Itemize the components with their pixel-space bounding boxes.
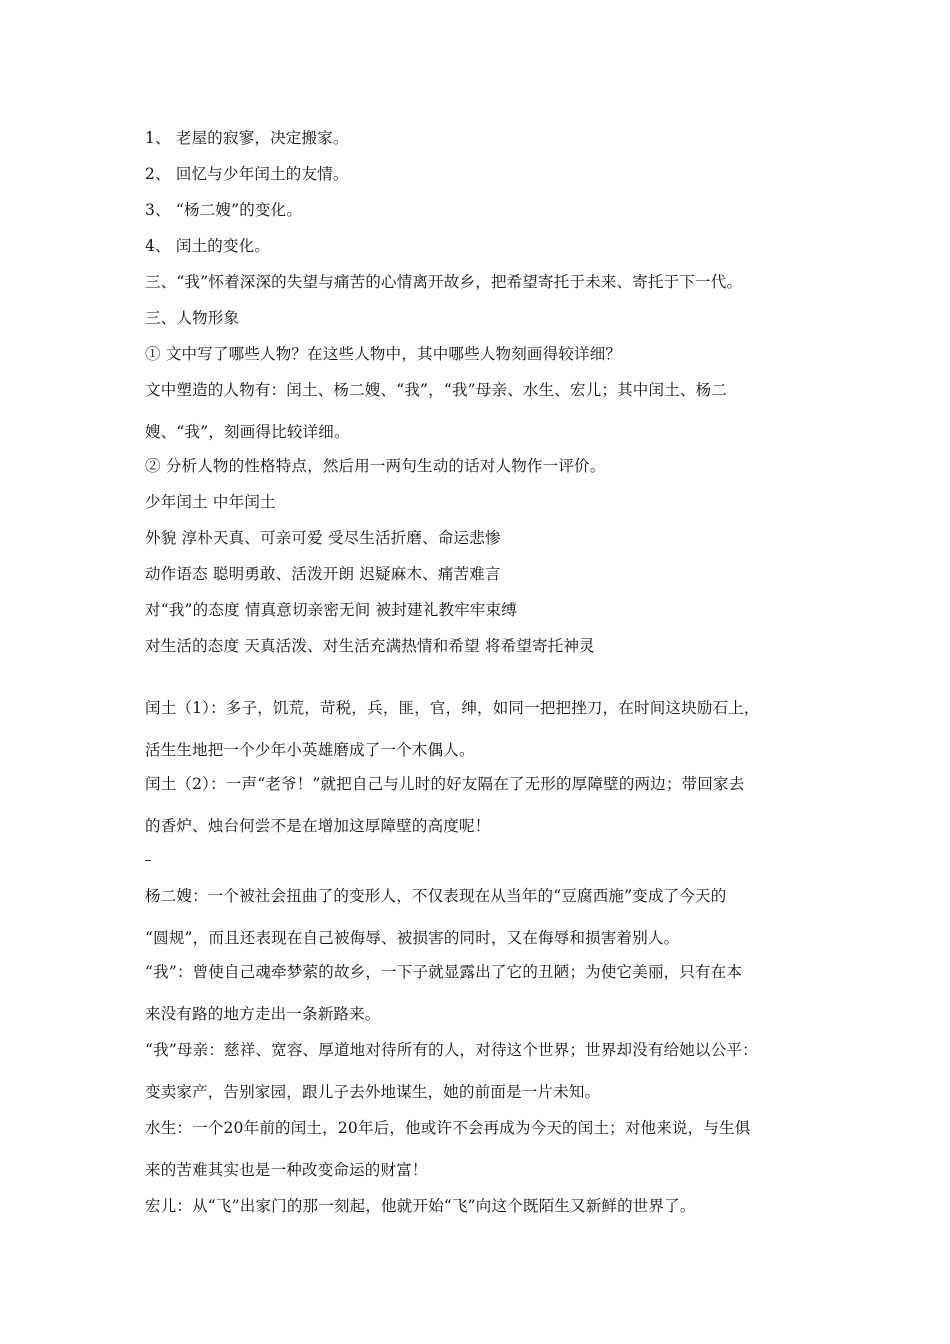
shuisheng-line-1: 水生：一个20年前的闰土，20年后，他或许不会再成为今天的闰土；对他来说，与生俱 [145, 1119, 751, 1137]
outline-item-4: 4、 闰土的变化。 [145, 237, 271, 255]
stray-mark [145, 860, 151, 861]
section-paragraph: 三、“我”怀着深深的失望与痛苦的心情离开故乡，把希望寄托于未来、寄托于下一代。 [145, 273, 743, 291]
yang-ersao-line-2: “圆规”，而且还表现在自己被侮辱、被损害的同时，又在侮辱和损害着别人。 [145, 929, 680, 947]
shuisheng-line-2: 来的苦难其实也是一种改变命运的财富！ [145, 1161, 428, 1179]
runtu-1-line-1: 闰土（1）：多子，饥荒，苛税，兵，匪，官，绅，如同一把把挫刀，在时间这块励石上， [145, 699, 760, 717]
table-row-appearance: 外貌 淳朴天真、可亲可爱 受尽生活折磨、命运悲惨 [145, 529, 501, 547]
answer-1-line-2: 嫂、“我”，刻画得比较详细。 [145, 423, 350, 441]
question-2: ② 分析人物的性格特点，然后用一两句生动的话对人物作一评价。 [145, 457, 606, 475]
yang-ersao-line-1: 杨二嫂：一个被社会扭曲了的变形人，不仅表现在从当年的“豆腐西施”变成了今天的 [145, 887, 727, 905]
answer-1-line-1: 文中塑造的人物有：闰土、杨二嫂、“我”，“我”母亲、水生、宏儿；其中闰土、杨二 [145, 381, 727, 399]
section-heading: 三、人物形象 [145, 309, 240, 327]
runtu-2-line-1: 闰土（2）：一声“老爷！”就把自己与儿时的好友隔在了无形的厚障壁的两边；带回家去 [145, 775, 745, 793]
outline-item-2: 2、 回忆与少年闰土的友情。 [145, 165, 349, 183]
runtu-1-line-2: 活生生地把一个少年小英雄磨成了一个木偶人。 [145, 741, 475, 759]
question-1: ① 文中写了哪些人物？在这些人物中，其中哪些人物刻画得较详细？ [145, 345, 622, 363]
outline-item-3: 3、 “杨二嫂”的变化。 [145, 201, 303, 219]
mother-line-1: “我”母亲：慈祥、宽容、厚道地对待所有的人，对待这个世界；世界却没有给她以公平： [145, 1041, 758, 1059]
me-line-2: 来没有路的地方走出一条新路来。 [145, 1005, 381, 1023]
honger-line: 宏儿：从“飞”出家门的那一刻起，他就开始“飞”向这个既陌生又新鲜的世界了。 [145, 1197, 696, 1215]
runtu-2-line-2: 的香炉、烛台何尝不是在增加这厚障壁的高度呢！ [145, 817, 491, 835]
table-row-action: 动作语态 聪明勇敢、活泼开朗 迟疑麻木、痛苦难言 [145, 565, 501, 583]
table-header-row: 少年闰土 中年闰土 [145, 493, 276, 511]
table-row-attitude-me: 对“我”的态度 情真意切亲密无间 被封建礼教牢牢束缚 [145, 601, 517, 619]
table-row-attitude-life: 对生活的态度 天真活泼、对生活充满热情和希望 将希望寄托神灵 [145, 637, 595, 655]
mother-line-2: 变卖家产，告别家园，跟儿子去外地谋生，她的前面是一片未知。 [145, 1083, 601, 1101]
outline-item-1: 1、 老屋的寂寥，决定搬家。 [145, 129, 349, 147]
me-line-1: “我”：曾使自己魂牵梦萦的故乡，一下子就显露出了它的丑陋；为使它美丽，只有在本 [145, 963, 743, 981]
